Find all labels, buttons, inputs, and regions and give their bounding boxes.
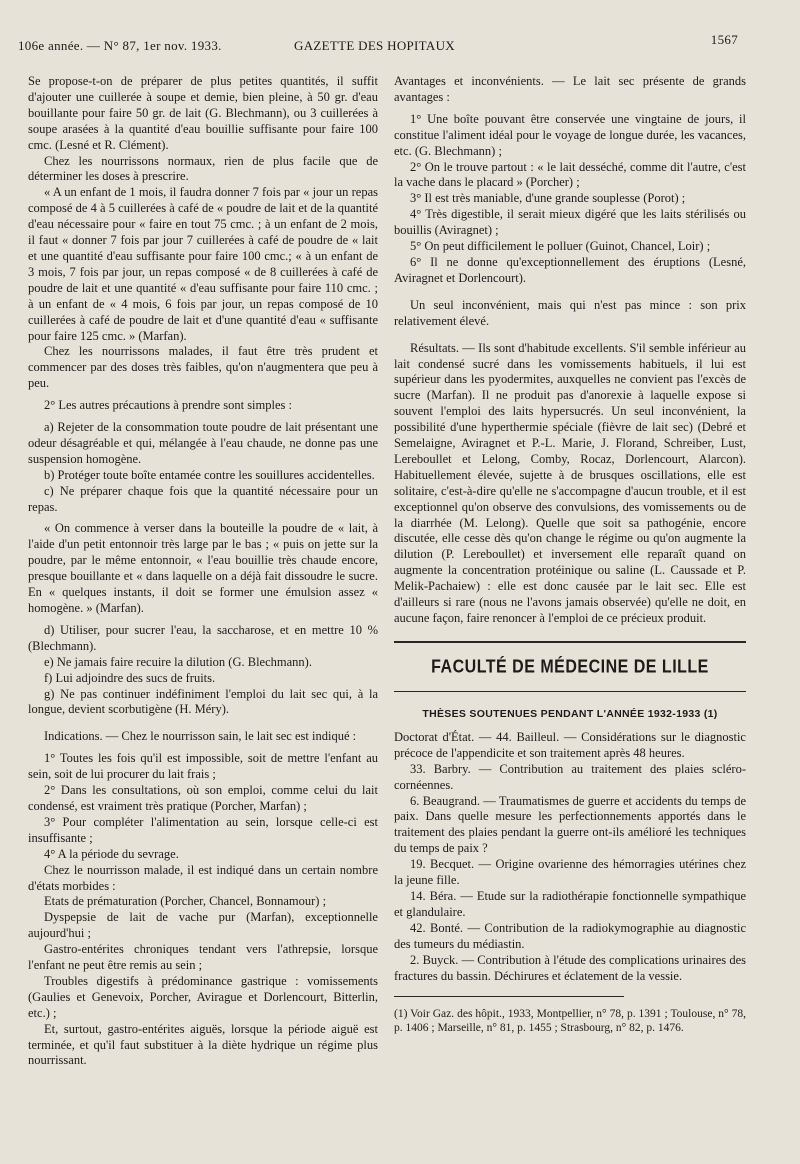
left-column-paragraph: 2° Dans les consultations, où son emploi, comme celui du lait condensé, est vraiment très pratique (Porcher, Marfan) ; <box>28 783 378 813</box>
section-rule-thin <box>394 691 746 692</box>
left-column-paragraph: g) Ne pas continuer indéfiniment l'emploi du lait sec qui, à la longue, devient scorbutigène (H. Méry). <box>28 686 378 717</box>
right-column-paragraph: 1° Une boîte pouvant être conservée une vingtaine de jours, il constitue l'aliment idéal pour le voyage de longue durée, les vacances, etc. (G. Blechmann) ; <box>394 111 746 158</box>
right-column-paragraph: Un seul inconvénient, mais qui n'est pas mince : son prix relativement élevé. <box>394 297 746 328</box>
right-column-paragraph: 5° On peut difficilement le polluer (Guinot, Chancel, Loir) ; <box>410 239 711 254</box>
faculty-title: FACULTÉ DE MÉDECINE DE LILLE <box>431 657 709 678</box>
running-header <box>18 28 738 58</box>
thesis-paragraph: Doctorat d'État. — 44. Bailleul. — Considérations sur le diagnostic précoce de l'appendicite et son traitement après 48 heures. <box>394 729 746 760</box>
left-column-paragraph: Chez les nourrissons malades, il faut être très prudent et commencer par des doses très faibles, qu'on n'augmentera que peu à peu. <box>28 344 378 391</box>
left-column-paragraph: a) Rejeter de la consommation toute poudre de lait présentant une odeur désagréable et qui, mélangée à l'eau chaude, ne donne pas une suspension homogène. <box>28 420 378 466</box>
right-column-paragraph: 3° Il est très maniable, d'une grande souplesse (Porot) ; <box>410 191 686 206</box>
left-column-paragraph: 2° Les autres précautions à prendre sont simples : <box>44 398 292 413</box>
left-column-paragraph: f) Lui adjoindre des sucs de fruits. <box>44 670 216 685</box>
right-column-paragraph: Avantages et inconvénients. — Le lait sec présente de grands avantages : <box>394 74 746 104</box>
right-column-paragraph: 2° On le trouve partout : « le lait desséché, comme dit l'autre, c'est la vache dans le placard » (Porcher) ; <box>394 159 746 190</box>
left-column <box>28 74 378 1069</box>
section-rule <box>394 641 746 643</box>
page-number: 1567 <box>710 32 738 47</box>
theses-title: THÈSES SOUTENUES PENDANT L'ANNÉE 1932-1933 (1) <box>422 707 718 720</box>
right-column-paragraph: Résultats. — Ils sont d'habitude excellents. S'il semble inférieur au lait condensé sucré dans les vomissements habituels, il lui est supérieur dans les pyodermites, auxquelles ne convient pas l'excès de sucre (Marfan). Il ne produit pas d'anorexie à laquelle expose si souvent l'emploi des laits hypersucrés. Un seul inconvénient, la possibilité d'une hyperthermie spéciale (fièvre de lait sec) (Debré et Semelaigne, Aviragnet et P.-L. Marie, J. Florand, Schreiber, Lust, Lereboullet et Lelong, Comby, Rocaz, Dorlencourt, Alarcon). Habituellement élevée, sujette à de brusques oscillations, elle est solitaire, c'est-à-dire qu'elle ne s'accompagne d'aucun trouble, et il est exceptionnel qu'on observe des convulsions, des vomissements ou de la diarrhée (M. Lelong). Quelle que soit sa pathogénie, encore discutée, elle cesse dès qu'on change le régime ou qu'on augmente la dilution (P. Lereboullet) et inversement elle reparaît quand on augmente la concentration protéinique ou saline (L. Caussade et P. Melik-Pachaiew) : elle est donc causée par le lait sec. Elle est d'ailleurs si rare (nous ne l'avons jamais observée) qu'elle ne doit, en aucune façon, faire renoncer à l'emploi de ce précieux produit. <box>394 340 746 625</box>
right-column-paragraph: 4° Très digestible, il serait mieux digéré que les laits stérilisés ou bouillis (Aviragnet) ; <box>394 207 746 238</box>
left-column-paragraph: Etats de prématuration (Porcher, Chancel, Bonnamour) ; <box>44 894 327 909</box>
thesis-paragraph: 42. Bonté. — Contribution de la radiokymographie au diagnostic des tumeurs du médiastin. <box>394 920 746 951</box>
footnote-rule <box>394 996 624 997</box>
left-column-paragraph: Chez les nourrissons normaux, rien de plus facile que de déterminer les doses à prescrire. <box>28 153 378 184</box>
left-column-paragraph: Dyspepsie de lait de vache pur (Marfan), exceptionnelle aujourd'hui ; <box>28 910 378 941</box>
footnote-text: (1) Voir Gaz. des hôpit., 1933, Montpellier, n° 78, p. 1391 ; Toulouse, n° 78, p. 1406 ; Marseille, n° 81, p. 1455 ; Strasbourg, n° 82, p. 1476. <box>394 1008 746 1035</box>
left-column-paragraph: Chez le nourrisson malade, il est indiqué dans un certain nombre d'états morbides : <box>28 862 378 893</box>
left-column-paragraph: 3° Pour compléter l'alimentation au sein, lorsque celle-ci est insuffisante ; <box>28 814 378 845</box>
left-column-paragraph: b) Protéger toute boîte entamée contre les souillures accidentelles. <box>44 467 375 482</box>
left-column-paragraph: e) Ne jamais faire recuire la dilution (G. Blechmann). <box>44 654 312 669</box>
left-column-paragraph: « On commence à verser dans la bouteille la poudre de « lait, à l'aide d'un petit entonnoir très large par le bas ; « puis on jette sur la poudre, par le même entonnoir, « l'eau bouillie très chaude encore, presque bouillante et « dans laquelle on a déjà fait dissoudre le sucre. En « quelques instants, il doit se former une émulsion assez « homogène. » (Marfan). <box>28 521 378 615</box>
left-column-paragraph: Indications. — Chez le nourrisson sain, le lait sec est indiqué : <box>44 729 357 744</box>
right-column-paragraph: 6° Il ne donne qu'exceptionnellement des éruptions (Lesné, Aviragnet et Dorlencourt). <box>394 254 746 285</box>
left-column-paragraph: Troubles digestifs à prédominance gastrique : vomissements (Gaulies et Genevoix, Porcher, Avirague et Dorlencourt, Bitterlin, etc.) ; <box>28 973 378 1020</box>
thesis-paragraph: 6. Beaugrand. — Traumatismes de guerre et accidents du temps de paix. Dans quelle mesure les perfectionnements apportés dans le traitement des plaies pendant la guerre ont-ils amélioré les techniques du temps de paix ? <box>394 793 746 856</box>
theses-list <box>394 730 746 985</box>
left-column-paragraph: Se propose-t-on de préparer de plus petites quantités, il suffit d'ajouter une cuillerée à soupe et demie, bien pleine, à 50 gr. d'eau bouillante pour faire 50 gr. de lait (G. Blechmann), ou 3 cuillerées à soupe arasées à la quantité d'eau bouillie suffisante pour faire 100 cmc. (Lesné et R. Clément). <box>28 74 378 152</box>
thesis-paragraph: 33. Barbry. — Contribution au traitement des plaies scléro-cornéennes. <box>394 761 746 792</box>
journal-title: GAZETTE DES HOPITAUX <box>294 38 455 53</box>
left-column-paragraph: Gastro-entérites chroniques tendant vers l'athrepsie, lorsque l'enfant ne peut être remis au sein ; <box>28 942 378 973</box>
left-column-paragraph: 1° Toutes les fois qu'il est impossible, soit de mettre l'enfant au sein, soit de lui procurer du lait frais ; <box>28 751 378 782</box>
left-column-paragraph: d) Utiliser, pour sucrer l'eau, la saccharose, et en mettre 10 % (Blechmann). <box>28 622 378 653</box>
thesis-paragraph: 19. Becquet. — Origine ovarienne des hémorragies utérines chez la jeune fille. <box>394 857 746 888</box>
issue-line: 106e année. — N° 87, 1er nov. 1933. <box>18 38 222 53</box>
left-column-paragraph: 4° A la période du sevrage. <box>44 846 179 861</box>
thesis-paragraph: 2. Buyck. — Contribution à l'étude des complications urinaires des fractures du bassin. Déchirures et éclatement de la vessie. <box>394 952 746 983</box>
right-column <box>394 74 746 1035</box>
thesis-paragraph: 14. Béra. — Etude sur la radiothérapie fonctionnelle sympathique et glandulaire. <box>394 888 746 919</box>
left-column-paragraph: c) Ne préparer chaque fois que la quantité nécessaire pour un repas. <box>28 483 378 514</box>
left-column-paragraph: « A un enfant de 1 mois, il faudra donner 7 fois par « jour un repas composé de 4 à 5 cuillerées à café de « poudre de lait et de la quantité d'eau nécessaire pour « faire en tout 75 cmc. ; à un enfant de 2 mois, il faut « donner 7 fois par jour 7 cuillerées à café de poudre de « lait et une quantité d'eau suffisante pour faire 100 cmc.; « à un enfant de 3 mois, 7 fois par jour, un repas composé « de 8 cuillerées à café de poudre de lait et une quantité « d'eau suffisante pour faire 110 cmc. ; à un enfant de « 4 mois, 6 fois par jour, un repas composé de 10 cuillerées à café de poudre de lait et d'une quantité d'eau « suffisante pour faire 125 cmc. » (Marfan). <box>28 185 378 343</box>
left-column-paragraph: Et, surtout, gastro-entérites aiguës, lorsque la période aiguë est terminée, et qu'il faut substituer à la diète hydrique un régime plus nourrissant. <box>28 1021 378 1068</box>
right-column-text <box>394 74 746 627</box>
footnote <box>394 1007 746 1035</box>
